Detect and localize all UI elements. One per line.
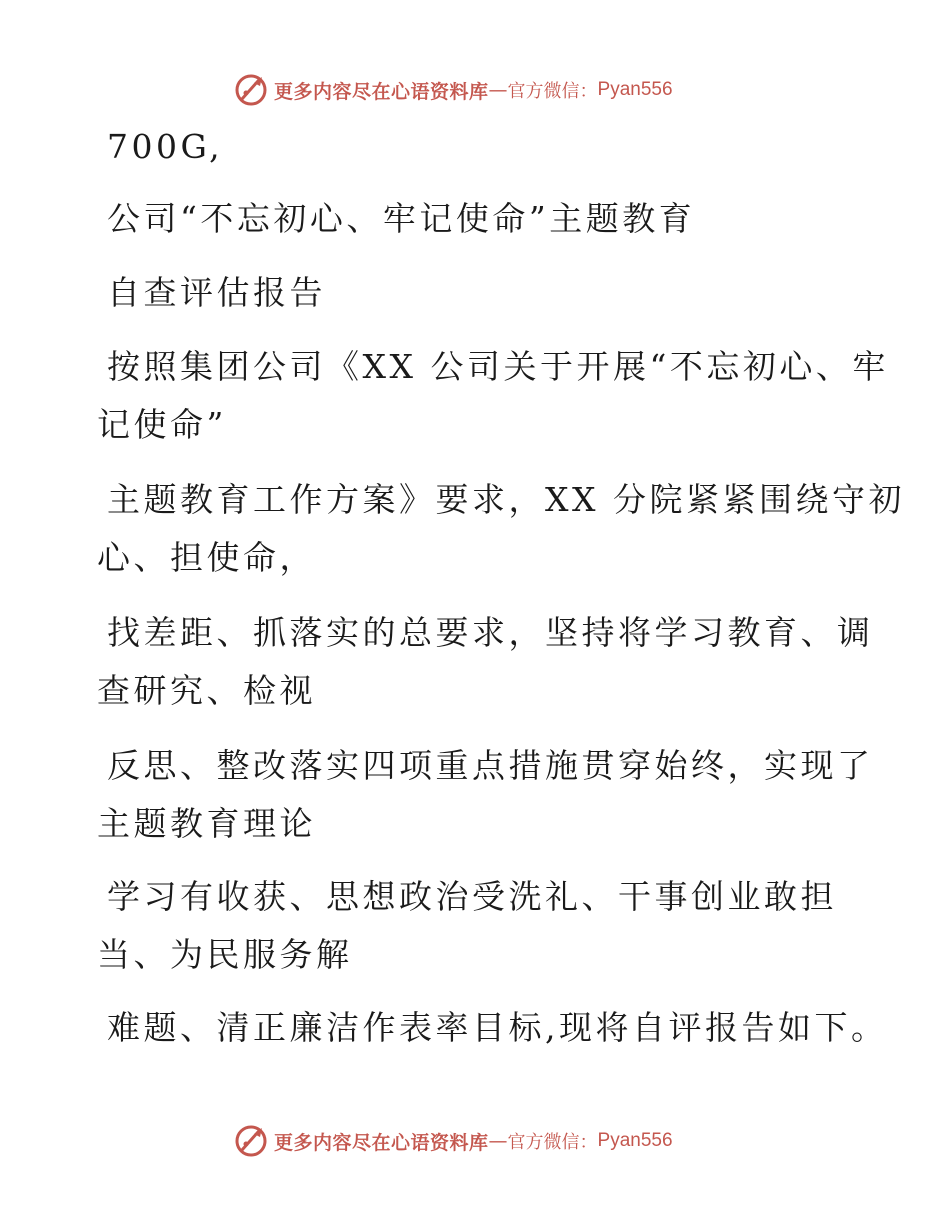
body-line: 公司“不忘初心、牢记使命”主题教育 <box>107 199 696 238</box>
body-line: 当、为民服务解 <box>97 935 353 974</box>
quill-logo-icon <box>234 1124 268 1158</box>
body-line: 找差距、抓落实的总要求，坚持将学习教育、调 <box>107 613 874 652</box>
header-site-text: 更多内容尽在心语资料库 <box>274 80 489 103</box>
footer-wechat-id: Pyan556 <box>597 1130 673 1151</box>
footer-site-text: 更多内容尽在心语资料库 <box>274 1131 489 1154</box>
body-line: 700G, <box>107 127 224 166</box>
header-wechat-label: 官方微信： <box>507 81 598 102</box>
header-dash: — <box>488 79 508 101</box>
body-line: 学习有收获、思想政治受洗礼、干事创业敢担 <box>107 877 837 916</box>
footer-watermark <box>0 1121 950 1161</box>
body-line: 自查评估报告 <box>107 273 326 312</box>
footer-dash: — <box>488 1130 508 1152</box>
body-line: 心、担使命， <box>97 538 316 577</box>
body-line: 难题、清正廉洁作表率目标,现将自评报告如下。 <box>107 1008 888 1047</box>
header-wechat-id: Pyan556 <box>597 79 673 100</box>
body-line: 查研究、检视 <box>97 671 316 710</box>
body-line: 主题教育理论 <box>97 804 316 843</box>
body-line: 按照集团公司《XX 公司关于开展“不忘初心、牢 <box>107 347 889 386</box>
body-line: 记使命” <box>97 405 227 444</box>
body-line: 主题教育工作方案》要求，XX 分院紧紧围绕守初 <box>107 480 905 519</box>
body-line: 反思、整改落实四项重点措施贯穿始终，实现了 <box>107 746 874 785</box>
footer-wechat-label: 官方微信： <box>507 1132 598 1153</box>
